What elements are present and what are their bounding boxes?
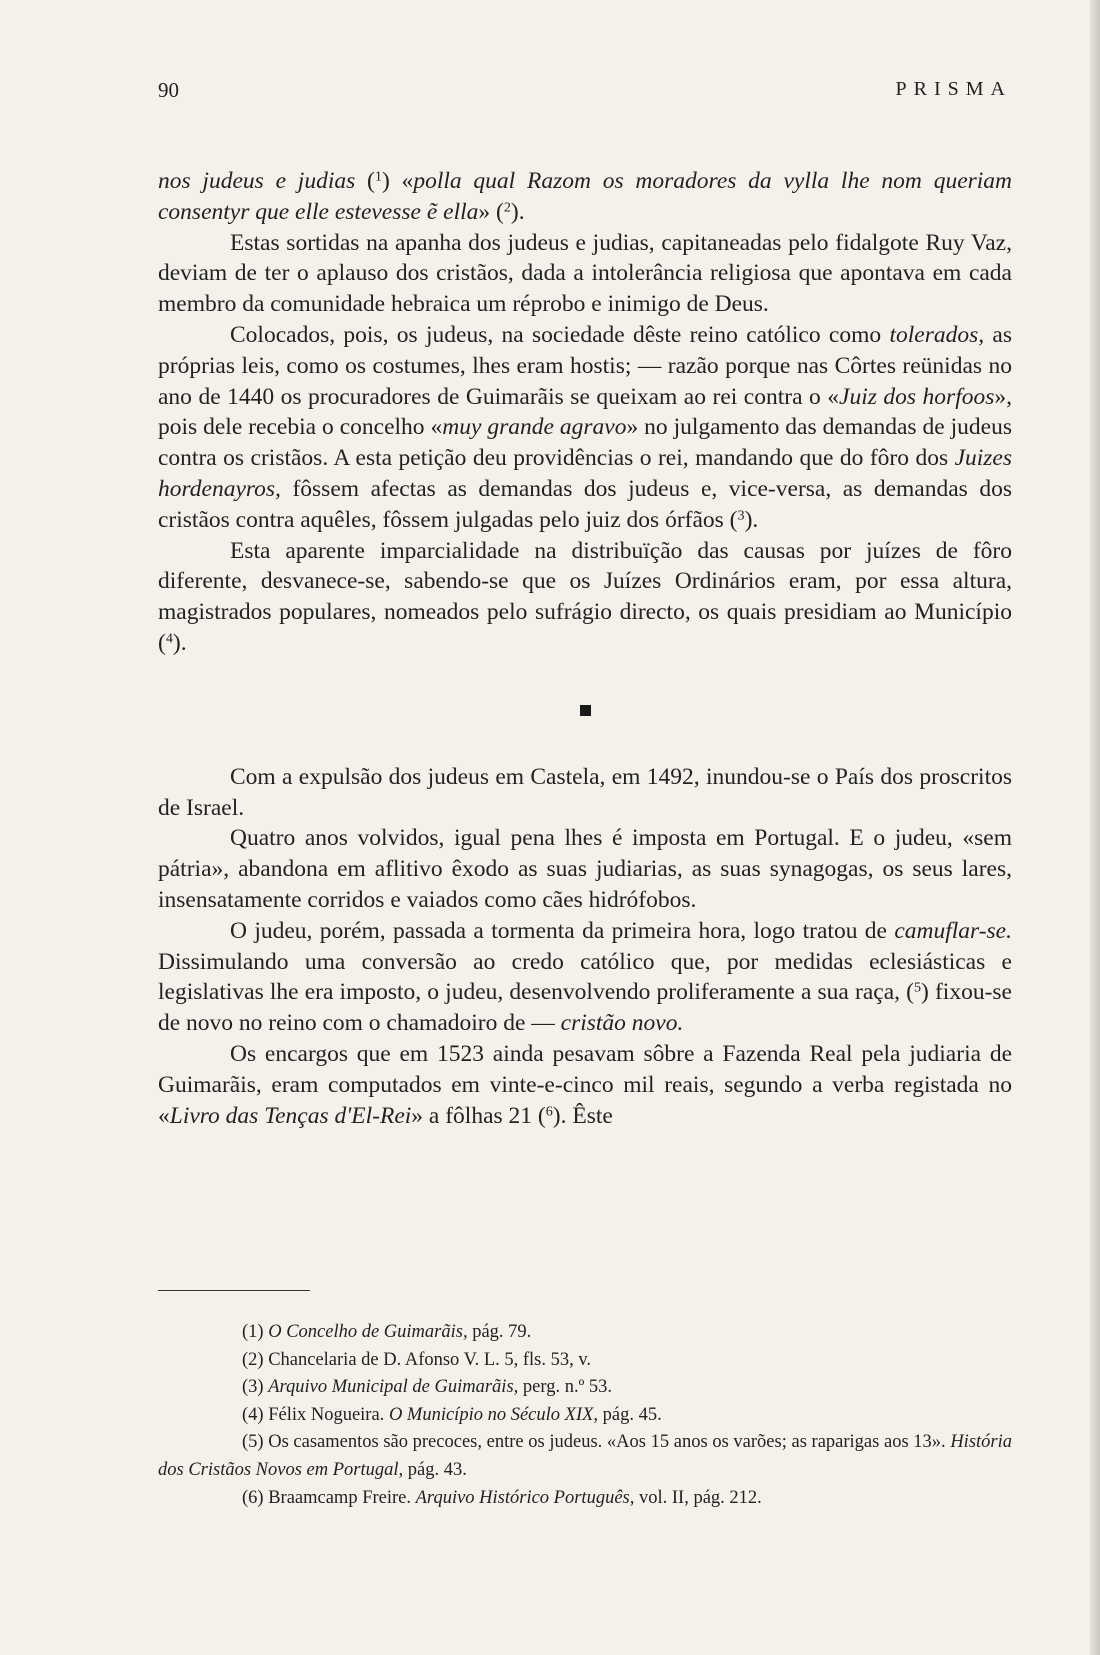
footnote-ref: 6 [545,1102,553,1119]
text-run: pág. 45. [598,1404,662,1425]
page-number: 90 [158,78,179,102]
footnotes [158,1290,1012,1512]
page-header [158,78,1012,108]
italic-text: polla qual Razom os moradores da vylla lhe nom queriam consentyr que elle estevesse ẽ ella [158,168,1013,225]
text-run: ) « [381,168,414,194]
paragraph [158,762,1012,824]
text-run: ). [510,198,525,225]
text-run: pág. 43. [403,1459,467,1480]
text-run: (1) [242,1322,269,1342]
text-run: (5) Os casamentos são precoces, entre os judeus. «Aos 15 anos os varões; as raparigas aos 13». [242,1432,951,1453]
text-run: pág. 79. [467,1322,532,1342]
text-run: » ( [478,198,504,225]
text-run: fôssem afectas as demandas dos judeus e, vice-versa, as demandas dos cristãos contra aquêles, fôssem julgadas pelo juiz dos órfãos ( [158,475,1012,533]
footnote-ref: 5 [913,979,922,996]
text-run: ). Êste [552,1102,613,1129]
italic-text: tolerados, [889,321,985,348]
footnote [158,1347,1012,1375]
paragraph [158,228,1012,320]
text-run: » a fôlhas 21 ( [411,1102,546,1129]
italic-text: Juiz dos horfoos [839,383,995,410]
text-run: ). [172,629,187,656]
text-run: Colocados, pois, os judeus, na sociedade dêste reino católico como [230,321,890,348]
text-run: ). [744,506,759,533]
running-title: PRISMA [895,78,1012,100]
text-run: vol. II, pág. 212. [634,1487,762,1508]
footnote-ref: 2 [503,199,511,216]
paragraph [158,166,1012,228]
text-run: perg. n.º 53. [518,1377,613,1398]
text-run: Com a expulsão dos judeus em Castela, em 1492, inundou-se o País dos proscritos de Israel. [158,763,1012,821]
main-text [158,166,1012,1131]
text-block-bottom [158,762,1012,1132]
text-run: », pois dele recebia o concelho « [158,383,1012,441]
text-run: Os encargos que em 1523 ainda pesavam sôbre a Fazenda Real pela judiaria de Guimarãis, eram computados em vinte-e-cinco mil reais, segundo a verba registada no « [158,1040,1012,1129]
italic-text: nos judeus e judias [158,168,356,194]
italic-text: cristão novo. [560,1010,684,1037]
footnote [158,1429,1012,1484]
footnote-list [158,1319,1012,1512]
page-edge-shadow [1090,0,1100,1655]
text-run: (3) [242,1377,269,1398]
italic-text: Arquivo Histórico Português, [415,1487,635,1508]
text-run: as próprias leis, como os costumes, lhes eram hostis; — razão porque nas Côrtes reünidas no ano de 1440 os procuradores de Guimarãis se queixam ao rei contra o « [158,321,1013,410]
text-run: (6) Braamcamp Freire. [242,1487,416,1508]
text-block-top [158,166,1012,659]
paragraph [158,916,1012,1039]
footnote [158,1485,1012,1513]
text-run: Quatro anos volvidos, igual pena lhes é imposta em Portugal. E o judeu, «sem pátria», abandona em aflitivo êxodo as suas judiarias, as suas synagogas, os seus lares, insensatamente corridos e vaiados como cães hidrófobos. [158,825,1012,913]
footnote-ref: 3 [737,507,745,524]
text-run: Estas sortidas na apanha dos judeus e judias, capitaneadas pelo fidalgote Ruy Vaz, deviam de ter o aplauso dos cristãos, dada a intolerância religiosa que apontava em cada membro da comunidade hebraica um réprobo e inimigo de Deus. [158,229,1012,318]
text-run: (4) Félix Nogueira. [242,1404,389,1425]
text-run: ( [355,168,375,194]
italic-text: Livro das Tenças d'El-Rei [169,1102,412,1129]
footnote [158,1374,1012,1402]
italic-text: O Município no Século XIX, [388,1404,599,1425]
footnote-ref: 4 [165,630,173,647]
paragraph [158,1039,1012,1131]
paragraph [158,823,1012,915]
text-run: Esta aparente imparcialidade na distribuïção das causas por juízes de fôro diferente, desvanece-se, sabendo-se que os Juízes Ordinários eram, por essa altura, magistrados populares, nomeados pelo sufrágio directo, os quais presidiam ao Município ( [158,537,1012,656]
italic-text: camuflar-se. [894,917,1012,944]
text-run: (2) Chancelaria de D. Afonso V. L. 5, fls. 53, v. [242,1349,592,1370]
text-run: ) fixou-se de novo no reino com o chamadoiro de — [158,979,1012,1037]
footnote-ref: 1 [374,168,382,185]
footnote [158,1319,1012,1347]
italic-text: Arquivo Municipal de Guimarãis, [268,1377,519,1398]
footnote-rule [158,1290,310,1291]
text-run: Dissimulando uma conversão ao credo católico que, por medidas eclesiásticas e legislativas lhe era imposto, o judeu, desenvolvendo proliferamente a sua raça, ( [158,948,1012,1006]
italic-text: Juizes hordenayros, [158,445,1012,502]
italic-text: O Concelho de Guimarãis, [268,1322,468,1342]
italic-text: muy grande agravo [442,414,627,441]
italic-text: História dos Cristãos Novos em Portugal, [158,1432,1012,1480]
paragraph [158,320,1012,536]
paragraph [158,536,1012,659]
section-break-mark [580,705,591,716]
footnote [158,1402,1012,1430]
text-run: » no julgamento das demandas de judeus contra os cristãos. A esta petição deu providências o rei, mandando que do fôro dos [158,414,1012,472]
text-run: O judeu, porém, passada a tormenta da primeira hora, logo tratou de [230,917,895,944]
